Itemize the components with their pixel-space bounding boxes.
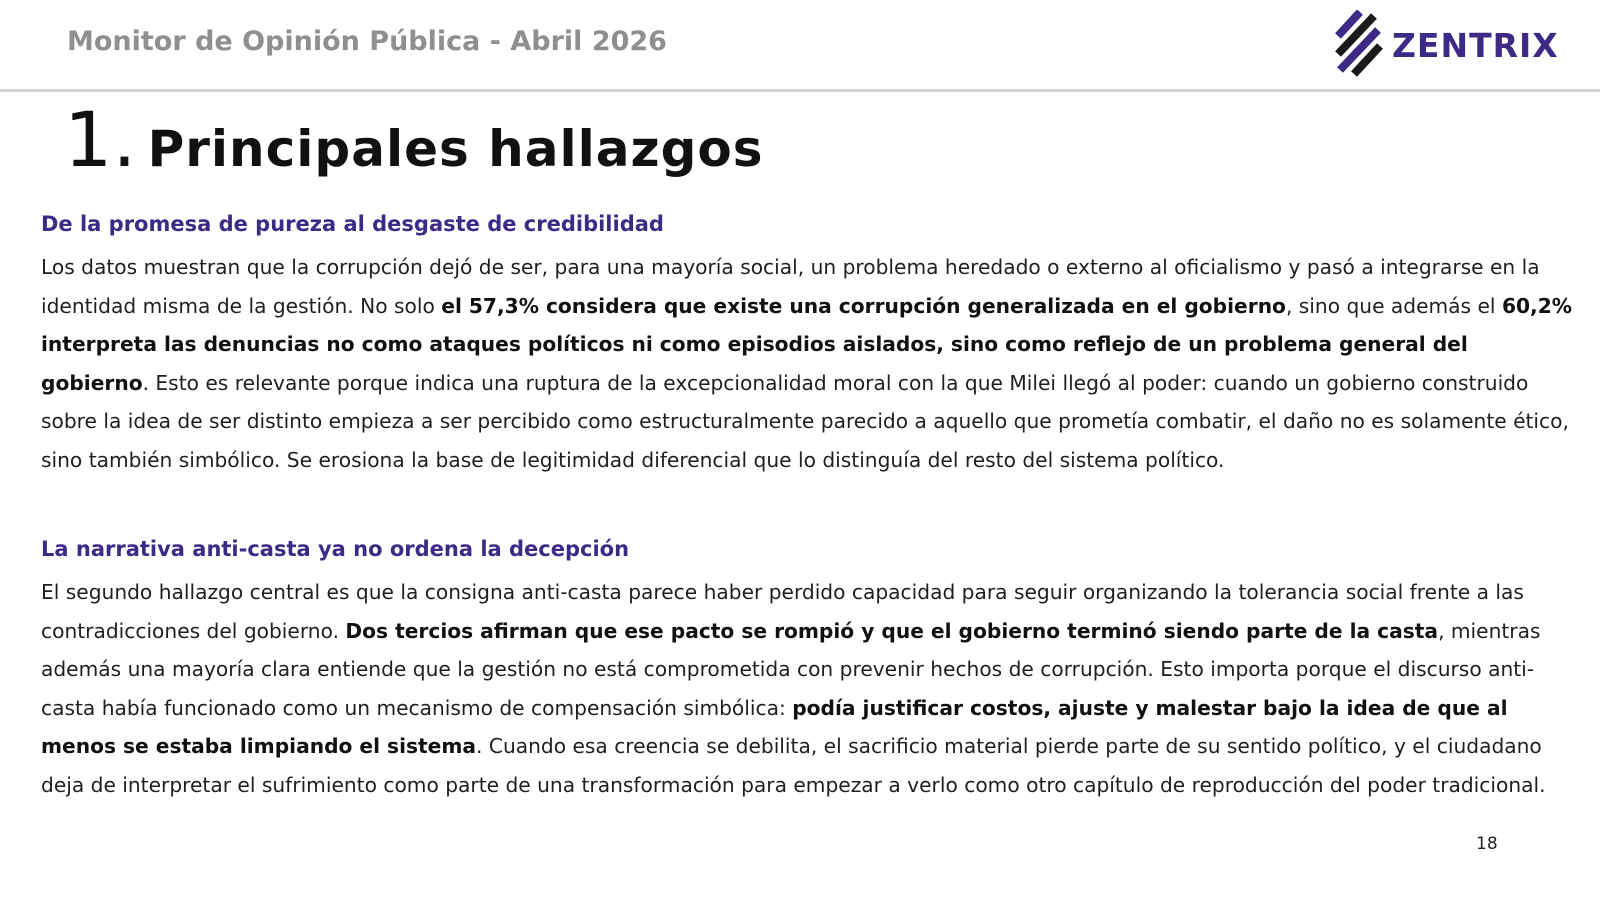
page-header xyxy=(0,0,1600,90)
section-heading: Principales hallazgos xyxy=(147,120,764,178)
brand-logo xyxy=(1330,10,1590,80)
paragraph-text: El segundo hallazgo central es que la consigna anti-casta parece haber perdido capacidad para seguir organizando la tolerancia social frente a las contradicciones del gobierno. xyxy=(41,580,1524,643)
section-title xyxy=(64,95,764,185)
header-divider xyxy=(0,89,1600,92)
zentrix-logo-icon xyxy=(1330,10,1386,80)
finding-title: De la promesa de pureza al desgaste de credibilidad xyxy=(41,212,664,236)
highlighted-text: 60,2% interpreta las denuncias no como ataques políticos ni como episodios aislados, sino como reflejo de un problema general del gobierno xyxy=(41,293,1572,395)
page-number: 18 xyxy=(1476,834,1498,854)
finding-title: La narrativa anti-casta ya no ordena la decepción xyxy=(41,537,630,561)
paragraph-text: . Cuando esa creencia se debilita, el sacrificio material pierde parte de su sentido político, y el ciudadano deja de interpretar el sufrimiento como parte de una transformación para empezar a verlo como otro capítulo de reproducción del poder tradicional. xyxy=(41,734,1546,797)
highlighted-text: Dos tercios afirman que ese pacto se rompió y que el gobierno terminó siendo parte de la casta xyxy=(345,618,1439,643)
paragraph-text: , sino que además el xyxy=(1285,293,1502,318)
paragraph-text: , mientras además una mayoría clara entiende que la gestión no está comprometida con prevenir hechos de corrupción. Esto importa porque el discurso anti-casta había funcionado como un mecanismo de compensación simbólica: xyxy=(41,618,1541,720)
report-title: Monitor de Opinión Pública - Abril 2026 xyxy=(67,26,667,57)
finding-block xyxy=(41,210,1581,479)
finding-block xyxy=(41,535,1581,804)
logo-wordmark: ZENTRIX xyxy=(1392,26,1559,65)
finding-paragraph xyxy=(41,248,1581,479)
highlighted-text: podía justificar costos, ajuste y malestar bajo la idea de que al menos se estaba limpiando el sistema xyxy=(41,695,1508,758)
paragraph-text: Los datos muestran que la corrupción dejó de ser, para una mayoría social, un problema heredado o externo al oficialismo y pasó a integrarse en la identidad misma de la gestión. No solo xyxy=(41,255,1540,318)
finding-paragraph xyxy=(41,573,1581,804)
highlighted-text: el 57,3% considera que existe una corrupción generalizada en el gobierno xyxy=(441,293,1286,318)
paragraph-text: . Esto es relevante porque indica una ruptura de la excepcionalidad moral con la que Milei llegó al poder: cuando un gobierno construido sobre la idea de ser distinto empieza a ser percibido como estructuralmente parecido a aquello que prometía combatir, el daño no es solamente ético, sino también simbólico. Se erosiona la base de legitimidad diferencial que lo distinguía del resto del sistema político. xyxy=(41,370,1569,472)
section-number: 1. xyxy=(64,95,137,184)
